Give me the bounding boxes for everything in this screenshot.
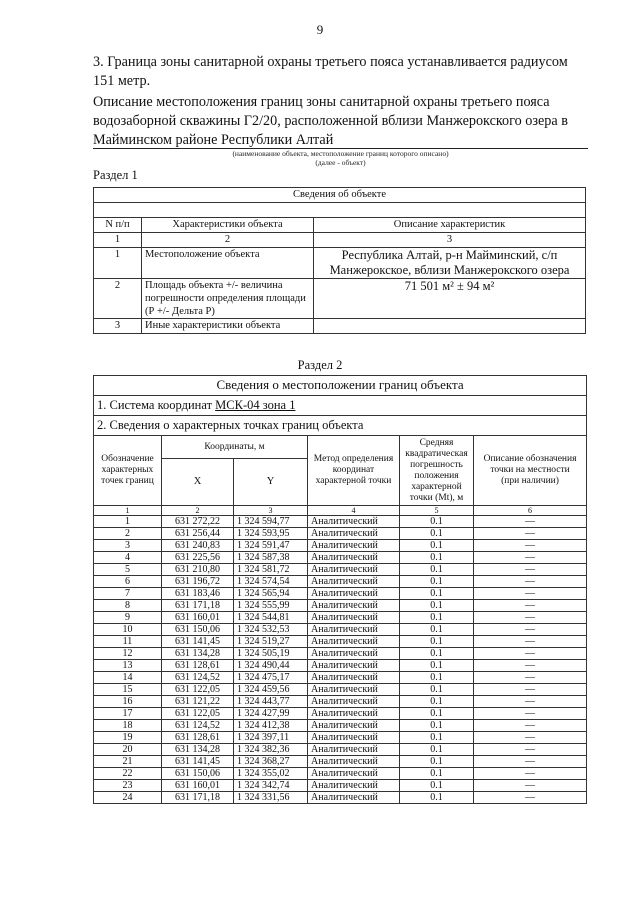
point-description: — <box>474 528 587 540</box>
table-row <box>94 248 586 279</box>
coord-y: 1 324 587,38 <box>234 552 308 564</box>
point-number: 11 <box>94 636 162 648</box>
coord-y: 1 324 532,53 <box>234 624 308 636</box>
table-row <box>94 612 587 624</box>
point-mt: 0.1 <box>400 624 474 636</box>
point-mt: 0.1 <box>400 552 474 564</box>
point-mt: 0.1 <box>400 720 474 732</box>
coordinate-system-name: МСК-04 зона 1 <box>215 398 296 412</box>
title-line-1: Описание местоположения границ зоны санитарной охраны третьего пояса <box>93 94 550 110</box>
point-number: 13 <box>94 660 162 672</box>
table-row <box>94 732 587 744</box>
table-row <box>94 768 587 780</box>
header-description: Описание характеристик <box>314 218 586 233</box>
point-mt: 0.1 <box>400 540 474 552</box>
point-mt: 0.1 <box>400 516 474 528</box>
intro-line-2: 151 метр. <box>93 73 151 89</box>
point-method: Аналитический <box>308 708 400 720</box>
header-mse-line: точки (Mt), м <box>409 492 464 503</box>
table-row <box>94 600 587 612</box>
point-number: 4 <box>94 552 162 564</box>
point-mt: 0.1 <box>400 708 474 720</box>
point-number: 15 <box>94 684 162 696</box>
point-mt: 0.1 <box>400 612 474 624</box>
point-method: Аналитический <box>308 732 400 744</box>
table-row <box>94 684 587 696</box>
point-number: 1 <box>94 516 162 528</box>
coord-x: 631 171,18 <box>162 600 234 612</box>
table-row <box>94 516 587 528</box>
point-method: Аналитический <box>308 672 400 684</box>
point-mt: 0.1 <box>400 600 474 612</box>
table-row <box>94 588 587 600</box>
header-n: N п/п <box>94 218 142 233</box>
header-mse-line: Средняя <box>419 437 454 448</box>
coord-x: 631 272,22 <box>162 516 234 528</box>
point-description: — <box>474 516 587 528</box>
coord-x: 631 240,83 <box>162 540 234 552</box>
col-number: 1 <box>94 506 162 516</box>
coord-y: 1 324 519,27 <box>234 636 308 648</box>
point-number: 10 <box>94 624 162 636</box>
coord-y: 1 324 591,47 <box>234 540 308 552</box>
point-number: 21 <box>94 756 162 768</box>
table-row <box>94 696 587 708</box>
table-row <box>94 744 587 756</box>
col-number: 5 <box>400 506 474 516</box>
point-description: — <box>474 732 587 744</box>
coord-y: 1 324 594,77 <box>234 516 308 528</box>
coord-x: 631 122,05 <box>162 684 234 696</box>
point-method: Аналитический <box>308 612 400 624</box>
object-info-table <box>93 187 586 334</box>
location-line-2: Манжерокское, вблизи Манжерокского озера <box>329 263 570 277</box>
coord-x: 631 141,45 <box>162 636 234 648</box>
table-row <box>94 648 587 660</box>
point-method: Аналитический <box>308 516 400 528</box>
coord-x: 631 160,01 <box>162 612 234 624</box>
header-mse-line: квадратическая <box>405 448 468 459</box>
col-number: 3 <box>234 506 308 516</box>
points-rows <box>94 516 587 804</box>
object-info-spacer <box>94 203 586 218</box>
coord-y: 1 324 368,27 <box>234 756 308 768</box>
object-info-title: Сведения об объекте <box>94 188 586 203</box>
point-mt: 0.1 <box>400 528 474 540</box>
col-number: 6 <box>474 506 587 516</box>
point-description: — <box>474 552 587 564</box>
table-row <box>94 720 587 732</box>
point-number: 20 <box>94 744 162 756</box>
page-number: 9 <box>316 22 324 37</box>
area-name-line-3: (Р +/- Дельта Р) <box>145 306 215 317</box>
point-number: 17 <box>94 708 162 720</box>
coord-x: 631 196,72 <box>162 576 234 588</box>
points-section-title: 2. Сведения о характерных точках границ объекта <box>94 416 587 436</box>
header-method-line: характерной точки <box>315 476 392 486</box>
point-number: 5 <box>94 564 162 576</box>
coord-y: 1 324 581,72 <box>234 564 308 576</box>
coord-x: 631 124,52 <box>162 720 234 732</box>
point-number: 12 <box>94 648 162 660</box>
coord-y: 1 324 412,38 <box>234 720 308 732</box>
header-coordinates: Координаты, м <box>162 436 308 459</box>
coord-y: 1 324 355,02 <box>234 768 308 780</box>
point-method: Аналитический <box>308 588 400 600</box>
coordinate-system <box>94 396 587 416</box>
point-number: 18 <box>94 720 162 732</box>
coord-y: 1 324 443,77 <box>234 696 308 708</box>
coord-x: 631 134,28 <box>162 744 234 756</box>
col-number: 2 <box>162 506 234 516</box>
coord-x: 631 256,44 <box>162 528 234 540</box>
point-number: 9 <box>94 612 162 624</box>
table-row <box>94 756 587 768</box>
coord-y: 1 324 505,19 <box>234 648 308 660</box>
header-x: X <box>162 459 234 506</box>
coord-x: 631 210,80 <box>162 564 234 576</box>
row-number: 3 <box>94 319 142 334</box>
point-mt: 0.1 <box>400 564 474 576</box>
point-description: — <box>474 588 587 600</box>
coord-y: 1 324 593,95 <box>234 528 308 540</box>
coord-x: 631 160,01 <box>162 780 234 792</box>
intro-line-1: 3. Граница зоны санитарной охраны третьего пояса устанавливается радиусом <box>93 54 568 70</box>
point-number: 22 <box>94 768 162 780</box>
point-description: — <box>474 792 587 804</box>
header-description-line: (при наличии) <box>501 476 559 486</box>
point-description: — <box>474 648 587 660</box>
coord-y: 1 324 544,81 <box>234 612 308 624</box>
point-description: — <box>474 684 587 696</box>
point-method: Аналитический <box>308 552 400 564</box>
row-number: 2 <box>94 279 142 319</box>
point-number: 3 <box>94 540 162 552</box>
point-mt: 0.1 <box>400 744 474 756</box>
header-mse-line: характерной <box>411 481 462 492</box>
col-number: 3 <box>314 233 586 248</box>
point-description: — <box>474 744 587 756</box>
point-method: Аналитический <box>308 756 400 768</box>
header-designation-line: точек границ <box>101 476 154 486</box>
characteristic-value <box>314 248 586 279</box>
point-method: Аналитический <box>308 720 400 732</box>
point-method: Аналитический <box>308 576 400 588</box>
coord-x: 631 134,28 <box>162 648 234 660</box>
point-number: 16 <box>94 696 162 708</box>
coord-x: 631 124,52 <box>162 672 234 684</box>
point-mt: 0.1 <box>400 732 474 744</box>
point-mt: 0.1 <box>400 696 474 708</box>
table-row <box>94 780 587 792</box>
header-mean-square-error <box>400 436 474 506</box>
table-row <box>94 636 587 648</box>
coord-y: 1 324 565,94 <box>234 588 308 600</box>
caption-object: (далее - объект) <box>315 158 366 167</box>
coord-y: 1 324 331,56 <box>234 792 308 804</box>
header-characteristics: Характеристики объекта <box>142 218 314 233</box>
section-2-label: Раздел 2 <box>297 358 343 372</box>
coord-x: 631 150,06 <box>162 624 234 636</box>
col-number: 1 <box>94 233 142 248</box>
coord-x: 631 128,61 <box>162 732 234 744</box>
table-row <box>94 279 586 319</box>
point-description: — <box>474 576 587 588</box>
point-description: — <box>474 624 587 636</box>
point-mt: 0.1 <box>400 768 474 780</box>
point-mt: 0.1 <box>400 672 474 684</box>
point-mt: 0.1 <box>400 684 474 696</box>
table-row <box>94 552 587 564</box>
header-designation <box>94 436 162 506</box>
point-method: Аналитический <box>308 540 400 552</box>
point-method: Аналитический <box>308 768 400 780</box>
point-mt: 0.1 <box>400 576 474 588</box>
point-method: Аналитический <box>308 648 400 660</box>
coord-x: 631 171,18 <box>162 792 234 804</box>
point-method: Аналитический <box>308 528 400 540</box>
header-mse-line: погрешность <box>410 459 463 470</box>
point-description: — <box>474 708 587 720</box>
coord-y: 1 324 475,17 <box>234 672 308 684</box>
point-method: Аналитический <box>308 792 400 804</box>
table-row <box>94 319 586 334</box>
table-row <box>94 528 587 540</box>
area-name-line-1: Площадь объекта +/- величина <box>145 280 283 291</box>
coord-x: 631 122,05 <box>162 708 234 720</box>
row-number: 1 <box>94 248 142 279</box>
point-description: — <box>474 756 587 768</box>
point-mt: 0.1 <box>400 636 474 648</box>
coord-y: 1 324 490,44 <box>234 660 308 672</box>
characteristic-name: Местоположение объекта <box>142 248 314 279</box>
point-method: Аналитический <box>308 624 400 636</box>
header-method-line: координат <box>332 465 375 475</box>
boundary-table-title: Сведения о местоположении границ объекта <box>94 376 587 396</box>
point-description: — <box>474 672 587 684</box>
title-line-2: водозаборной скважины Г2/20, расположенной вблизи Манжерокского озера в <box>93 113 568 129</box>
coord-x: 631 225,56 <box>162 552 234 564</box>
intro-paragraph <box>93 53 588 91</box>
point-description: — <box>474 636 587 648</box>
point-mt: 0.1 <box>400 648 474 660</box>
point-method: Аналитический <box>308 564 400 576</box>
boundary-points-table <box>93 375 587 804</box>
caption-object-name: (наименование объекта, местоположение границ которого описано) <box>232 149 449 158</box>
col-number: 4 <box>308 506 400 516</box>
point-method: Аналитический <box>308 780 400 792</box>
point-description: — <box>474 660 587 672</box>
coord-x: 631 141,45 <box>162 756 234 768</box>
characteristic-value <box>314 319 586 334</box>
point-number: 14 <box>94 672 162 684</box>
header-y: Y <box>234 459 308 506</box>
point-description: — <box>474 780 587 792</box>
table-row <box>94 576 587 588</box>
point-number: 19 <box>94 732 162 744</box>
coord-x: 631 121,22 <box>162 696 234 708</box>
point-number: 24 <box>94 792 162 804</box>
area-name-line-2: погрешности определения площади <box>145 293 306 304</box>
point-mt: 0.1 <box>400 780 474 792</box>
coord-y: 1 324 555,99 <box>234 600 308 612</box>
point-description: — <box>474 612 587 624</box>
point-method: Аналитический <box>308 684 400 696</box>
header-mse-line: положения <box>414 470 459 481</box>
coord-y: 1 324 574,54 <box>234 576 308 588</box>
table-row <box>94 564 587 576</box>
coord-x: 631 183,46 <box>162 588 234 600</box>
header-designation-line: характерных <box>101 465 154 475</box>
header-method-line: Метод определения <box>313 454 394 464</box>
characteristic-name: Иные характеристики объекта <box>142 319 314 334</box>
point-description: — <box>474 540 587 552</box>
point-description: — <box>474 720 587 732</box>
point-description: — <box>474 564 587 576</box>
coordinate-system-label: 1. Система координат <box>97 398 216 412</box>
table-row <box>94 672 587 684</box>
table-row <box>94 792 587 804</box>
point-mt: 0.1 <box>400 756 474 768</box>
point-description: — <box>474 768 587 780</box>
coord-x: 631 128,61 <box>162 660 234 672</box>
coord-y: 1 324 342,74 <box>234 780 308 792</box>
table-row <box>94 540 587 552</box>
point-mt: 0.1 <box>400 660 474 672</box>
header-description-line: Описание обозначения <box>483 454 577 464</box>
point-description: — <box>474 696 587 708</box>
header-designation-line: Обозначение <box>101 454 154 464</box>
location-line-1: Республика Алтай, р-н Майминский, с/п <box>341 248 558 262</box>
coord-y: 1 324 382,36 <box>234 744 308 756</box>
point-number: 8 <box>94 600 162 612</box>
header-method <box>308 436 400 506</box>
point-description: — <box>474 600 587 612</box>
point-number: 23 <box>94 780 162 792</box>
col-number: 2 <box>142 233 314 248</box>
table-row <box>94 660 587 672</box>
header-point-description <box>474 436 587 506</box>
characteristic-name <box>142 279 314 319</box>
header-description-line: точки на местности <box>490 465 570 475</box>
point-method: Аналитический <box>308 600 400 612</box>
point-method: Аналитический <box>308 636 400 648</box>
coord-y: 1 324 427,99 <box>234 708 308 720</box>
point-number: 7 <box>94 588 162 600</box>
point-number: 2 <box>94 528 162 540</box>
point-method: Аналитический <box>308 744 400 756</box>
area-value: 71 501 м² ± 94 м² <box>314 279 586 319</box>
coord-y: 1 324 459,56 <box>234 684 308 696</box>
coord-y: 1 324 397,11 <box>234 732 308 744</box>
document-title <box>93 93 588 150</box>
point-number: 6 <box>94 576 162 588</box>
table-row <box>94 708 587 720</box>
point-method: Аналитический <box>308 660 400 672</box>
point-method: Аналитический <box>308 696 400 708</box>
coord-x: 631 150,06 <box>162 768 234 780</box>
point-mt: 0.1 <box>400 792 474 804</box>
section-1-label: Раздел 1 <box>93 168 138 182</box>
point-mt: 0.1 <box>400 588 474 600</box>
table-row <box>94 624 587 636</box>
title-line-3: Майминском районе Республики Алтай <box>93 132 334 148</box>
